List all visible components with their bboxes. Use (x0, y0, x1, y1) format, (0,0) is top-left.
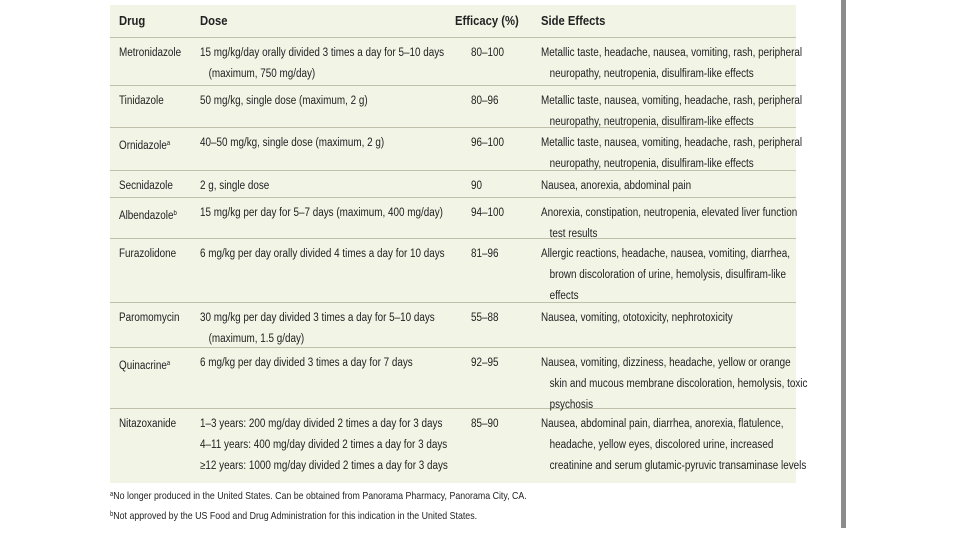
footnote-mark: b (173, 210, 177, 217)
header-drug: Drug (119, 14, 146, 28)
cell-dose: 2 g, single dose (200, 180, 270, 192)
cell-side-effects: Metallic taste, nausea, vomiting, headache, rash, peripheral neuropathy, neutropenia, disulfiram-like effects (541, 95, 803, 128)
cell-dose: 1–3 years: 200 mg/day divided 2 times a day for 3 days 4–11 years: 400 mg/day divided 2 times a day for 3 days ≥12 years: 1000 mg/day divided 2 times a day for 3 days (200, 418, 448, 472)
cell-efficacy: 92–95 (471, 357, 499, 369)
table-row (110, 197, 796, 239)
header-side-effects: Side Effects (541, 14, 606, 28)
footnote-mark: a (166, 360, 171, 367)
table-row (110, 85, 803, 128)
table-header (110, 5, 796, 38)
drug-table (110, 5, 808, 483)
cell-drug: Nitazoxanide (119, 418, 177, 430)
cell-efficacy: 94–100 (471, 207, 505, 219)
cell-efficacy: 55–88 (471, 312, 499, 324)
cell-dose: 6 mg/kg per day divided 3 times a day for 7 days (200, 357, 413, 369)
cell-drug: Metronidazole (119, 47, 182, 59)
header-dose: Dose (200, 14, 228, 28)
cell-side-effects: Nausea, abdominal pain, diarrhea, anorexia, flatulence, headache, yellow eyes, discolored urine, increased creatinine and serum glutamic-pyruvic transaminase levels (541, 418, 807, 472)
table-row (110, 238, 796, 303)
cell-drug: Quinacrine$^a$ (119, 360, 171, 372)
cell-side-effects: Nausea, vomiting, ototoxicity, nephrotoxicity (541, 312, 733, 324)
cell-drug: Secnidazole (119, 180, 173, 192)
cell-efficacy: 90 (471, 180, 483, 192)
cell-dose: 30 mg/kg per day divided 3 times a day for 5–10 days (maximum, 1.5 g/day) (200, 312, 435, 345)
cell-side-effects: Nausea, vomiting, dizziness, headache, yellow or orange skin and mucous membrane discoloration, hemolysis, toxic psychosis (541, 357, 808, 411)
cell-side-effects: Anorexia, constipation, neutropenia, elevated liver function test results (541, 207, 798, 240)
cell-drug: Albendazole$^b$ (119, 210, 177, 222)
cell-efficacy: 85–90 (471, 418, 499, 430)
cell-dose: 40–50 mg/kg, single dose (maximum, 2 g) (200, 137, 385, 149)
cell-drug: Paromomycin (119, 312, 180, 324)
cell-drug: Tinidazole (119, 95, 164, 107)
header-efficacy: Efficacy (%) (455, 14, 519, 28)
cell-side-effects: Metallic taste, nausea, vomiting, headache, rash, peripheral neuropathy, neutropenia, disulfiram-like effects (541, 137, 803, 170)
footnote: $^b$Not approved by the US Food and Drug Administration for this indication in the United States. (110, 510, 478, 522)
footnote: $^a$No longer produced in the United States. Can be obtained from Panorama Pharmacy, Panorama City, CA. (110, 490, 527, 502)
cell-efficacy: 80–100 (471, 47, 505, 59)
cell-side-effects: Allergic reactions, headache, nausea, vomiting, diarrhea, brown discoloration of urine, hemolysis, disulfiram-like effects (541, 248, 791, 302)
cell-efficacy: 80–96 (471, 95, 499, 107)
cell-efficacy: 96–100 (471, 137, 505, 149)
cell-dose: 50 mg/kg, single dose (maximum, 2 g) (200, 95, 368, 107)
table-row (110, 347, 808, 411)
cell-side-effects: Metallic taste, headache, nausea, vomiting, rash, peripheral neuropathy, neutropenia, disulfiram-like effects (541, 47, 803, 80)
table-row (110, 408, 807, 483)
cell-dose: 15 mg/kg/day orally divided 3 times a day for 5–10 days (maximum, 750 mg/day) (200, 47, 445, 80)
table-row (110, 302, 796, 348)
cell-drug: Furazolidone (119, 248, 177, 260)
cell-side-effects: Nausea, anorexia, abdominal pain (541, 180, 692, 192)
cell-efficacy: 81–96 (471, 248, 499, 260)
table-row (110, 127, 803, 171)
table-row (110, 170, 796, 198)
cell-dose: 15 mg/kg per day for 5–7 days (maximum, 400 mg/day) (200, 207, 443, 219)
right-edge-bar (841, 0, 846, 528)
document-page (110, 0, 808, 540)
table-row (110, 37, 803, 86)
footnote-mark: a (166, 140, 171, 147)
cell-drug: Ornidazole$^a$ (119, 140, 171, 152)
cell-dose: 6 mg/kg per day orally divided 4 times a day for 10 days (200, 248, 445, 260)
